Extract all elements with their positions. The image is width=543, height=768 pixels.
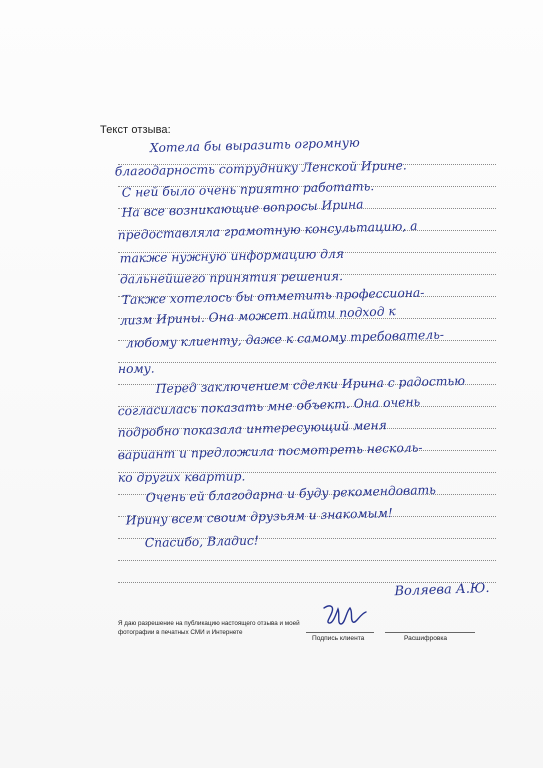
handwritten-line: согласилась показать мне объект. Она очень: [117, 394, 421, 419]
handwritten-line: предоставляла грамотную консультацию, а: [117, 218, 418, 243]
client-signature: [320, 600, 372, 630]
handwritten-line: ному.: [117, 361, 155, 376]
signature-decryption-value: Воляева А.Ю.: [394, 580, 490, 600]
handwritten-line: Очень ей благодарна и буду рекомендовать: [145, 482, 437, 505]
handwritten-line: Перед заключением сделки Ирина с радостью: [155, 373, 466, 396]
handwritten-line: также нужную информацию для: [119, 246, 345, 266]
writing-line: [118, 560, 496, 561]
handwritten-line: благодарность сотруднику Ленской Ирине.: [114, 158, 407, 179]
handwritten-line: С ней было очень приятно работать.: [121, 179, 375, 200]
signature-caption: Подпись клиента: [312, 635, 365, 642]
handwritten-line: На все возникающие вопросы Ирина: [121, 197, 364, 220]
handwritten-line: ко других квартир.: [117, 469, 246, 485]
handwritten-line: Ирину всем своим друзьям и знакомым!: [125, 506, 393, 528]
decryption-caption: Расшифровка: [404, 635, 448, 642]
decryption-line: [385, 632, 475, 633]
handwritten-line: Также хотелось бы отметить профессиона-: [121, 285, 425, 308]
handwritten-line: Хотела бы выразить огромную: [149, 135, 360, 156]
handwritten-line: подробно показала интересующий меня: [117, 418, 387, 440]
handwritten-line: вариант и предложила посмотреть несколь-: [117, 440, 423, 463]
handwritten-line: лизм Ирины. Она может найти подход к: [119, 304, 396, 328]
signature-line: [306, 632, 374, 633]
publication-consent-text: Я даю разрешение на публикацию настоящего отзыва и моей фотографии в печатных СМИ и Интернете: [118, 620, 300, 636]
handwritten-line: дальнейшего принятия решения.: [119, 269, 344, 287]
handwritten-line: Спасибо, Владис!: [144, 533, 259, 550]
review-text-label: Текст отзыва:: [100, 124, 171, 136]
handwritten-line: любому клиенту, даже к самому требователь-: [125, 327, 445, 351]
